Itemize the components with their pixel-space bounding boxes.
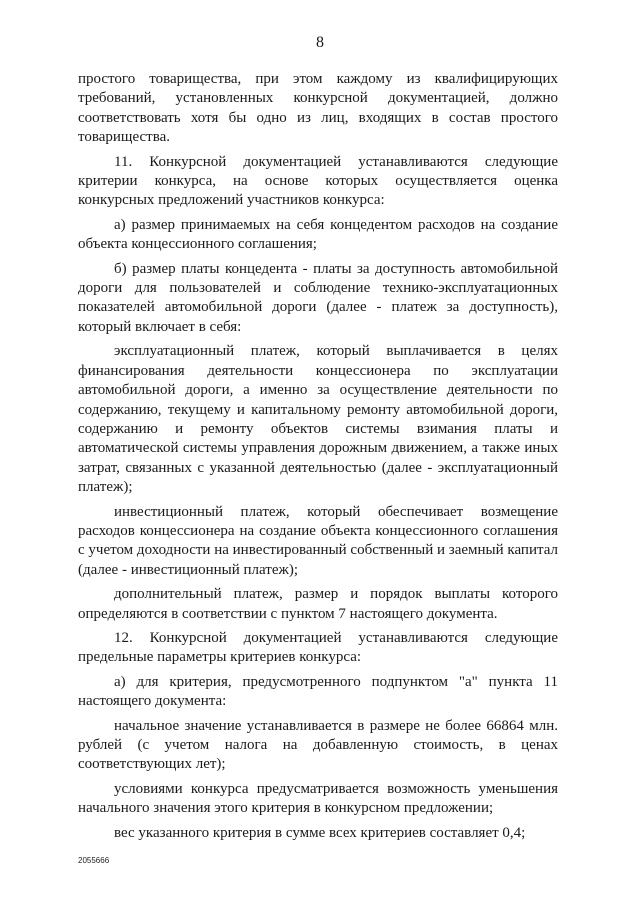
paragraph: б) размер платы концедента - платы за доступность автомобильной дороги для пользователей и соблюдение технико-эксплуатационных показателей автомобильной дороги (далее - платеж за доступность), который включает в себя: <box>78 260 558 335</box>
paragraph: а) размер принимаемых на себя концедентом расходов на создание объекта концессионного соглашения; <box>78 216 558 253</box>
paragraph: дополнительный платеж, размер и порядок выплаты которого определяются в соответствии с пунктом 7 настоящего документа. <box>78 586 558 622</box>
paragraph: эксплуатационный платеж, который выплачивается в целях финансирования деятельности концессионера по эксплуатации автомобильной дороги, а именно за осуществление деятельности по содержанию, текущему и капитальному ремонту автомобильной дороги, содержанию и ремонту объектов системы взимания платы и автоматической системы управления дорожным движением, а также иных затрат, связанных с указанной деятельностью (далее - эксплуатационный платеж); <box>78 343 558 496</box>
paragraph: 12. Конкурсной документацией устанавливаются следующие предельные параметры критериев конкурса: <box>78 629 558 666</box>
paragraph: инвестиционный платеж, который обеспечивает возмещение расходов концессионера на создание объекта концессионного соглашения с учетом доходности на инвестированный собственный и заемный капитал (далее - инвестиционный платеж); <box>78 503 558 578</box>
paragraph: условиями конкурса предусматривается возможность уменьшения начального значения этого критерия в конкурсном предложении; <box>78 780 558 817</box>
document-code: 2055666 <box>78 856 110 865</box>
paragraph: начальное значение устанавливается в размере не более 66864 млн. рублей (с учетом налога на добавленную стоимость, в ценах соответствующих лет); <box>78 717 558 773</box>
document-body <box>78 70 558 848</box>
paragraph: а) для критерия, предусмотренного подпунктом "а" пункта 11 настоящего документа: <box>78 673 558 710</box>
paragraph: 11. Конкурсной документацией устанавливаются следующие критерии конкурса, на основе которых осуществляется оценка конкурсных предложений участников конкурса: <box>78 153 558 209</box>
paragraph: простого товарищества, при этом каждому из квалифицирующих требований, установленных конкурсной документацией, должно соответствовать хотя бы одно из лиц, входящих в состав простого товарищества. <box>78 71 558 146</box>
page-number: 8 <box>316 34 324 51</box>
paragraph: вес указанного критерия в сумме всех критериев составляет 0,4; <box>114 824 526 841</box>
